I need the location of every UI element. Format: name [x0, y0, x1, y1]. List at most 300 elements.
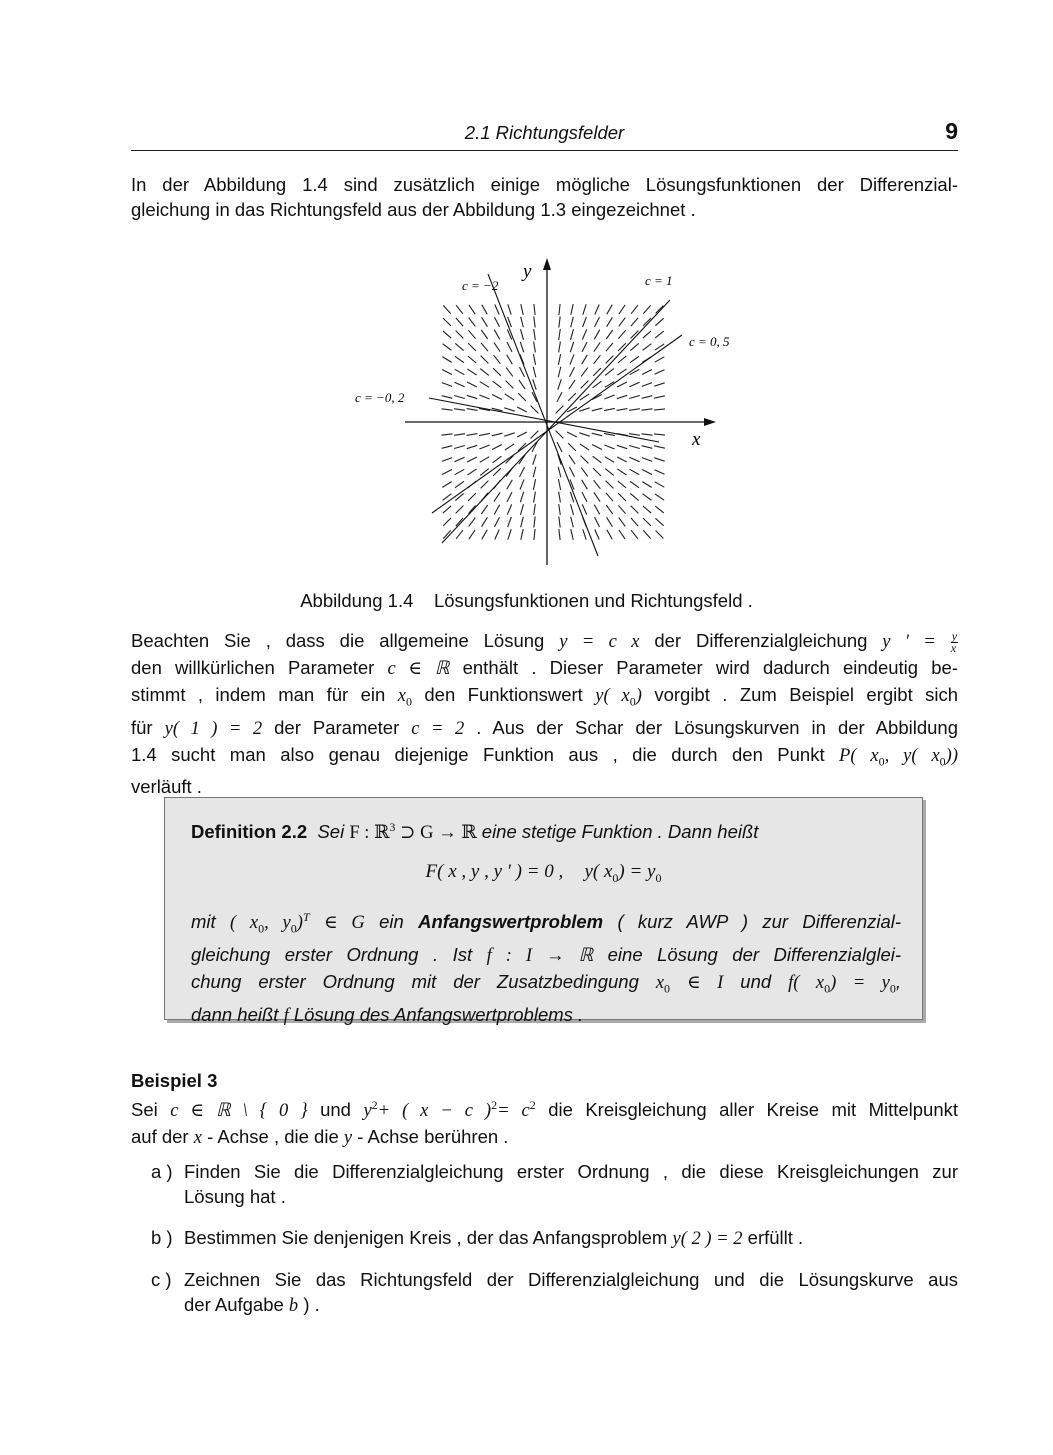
slope-mark	[442, 470, 452, 475]
slope-mark	[520, 492, 523, 502]
slope-mark	[567, 432, 577, 437]
definition-body	[191, 905, 901, 1029]
slope-mark	[557, 442, 562, 452]
slope-mark	[629, 409, 640, 411]
slope-mark	[656, 306, 664, 314]
slope-mark	[480, 369, 489, 376]
slope-mark	[629, 457, 639, 461]
slope-mark	[607, 530, 612, 540]
slope-mark	[533, 467, 536, 478]
slope-mark	[442, 458, 452, 462]
slope-mark	[604, 408, 615, 410]
slope-mark	[507, 342, 512, 352]
slope-mark	[480, 469, 489, 476]
slope-mark	[617, 469, 626, 475]
slope-mark	[504, 433, 514, 436]
slope-mark	[643, 518, 651, 526]
slope-mark	[595, 317, 600, 327]
slope-mark	[582, 342, 587, 352]
slope-mark	[607, 517, 613, 526]
para2-line-4: für y( 1 ) = 2 der Parameter c = 2 . Aus der Schar der Lösungskurven in der Abbildung	[131, 716, 958, 739]
definition-equation: F( x , y , y ′ ) = 0 , y( $x_0) = y_0$	[425, 861, 662, 885]
slope-mark	[469, 318, 476, 327]
slope-mark	[443, 506, 451, 513]
slope-mark	[569, 380, 575, 389]
slope-mark	[643, 530, 650, 538]
slope-mark	[606, 343, 613, 351]
task-label-c: c )	[151, 1269, 172, 1290]
task-a-line-2: Lösung hat .	[184, 1186, 286, 1207]
slope-mark	[558, 354, 560, 365]
slope-mark	[642, 383, 652, 387]
slope-mark	[619, 305, 625, 314]
slope-mark	[506, 368, 513, 377]
slope-mark	[442, 396, 453, 399]
slope-mark	[505, 444, 514, 450]
slope-mark	[582, 480, 588, 489]
slope-mark	[654, 383, 664, 386]
slope-mark	[631, 318, 638, 326]
slope-mark	[618, 343, 626, 351]
slope-mark	[582, 329, 586, 339]
slope-mark	[592, 433, 603, 436]
slope-mark	[643, 506, 651, 513]
slope-mark	[571, 504, 574, 515]
slope-mark	[559, 317, 560, 328]
slope-mark	[494, 330, 499, 340]
y-axis-label: y	[523, 261, 532, 282]
slope-mark	[655, 482, 665, 487]
solution-curve-c-minus-0-2	[429, 398, 659, 442]
slope-mark	[642, 446, 653, 449]
slope-mark	[630, 481, 639, 487]
slope-mark	[618, 505, 625, 513]
slope-mark	[505, 394, 514, 400]
slope-mark	[571, 529, 573, 540]
slope-mark	[630, 469, 640, 474]
slope-mark	[508, 304, 511, 314]
slope-mark	[456, 530, 463, 539]
slope-mark	[456, 318, 463, 326]
slope-mark	[642, 434, 653, 435]
slope-mark	[631, 305, 638, 314]
slope-mark	[592, 445, 602, 450]
slope-mark	[467, 369, 476, 375]
slope-mark	[581, 368, 588, 377]
slope-mark	[469, 518, 476, 527]
slope-mark	[454, 457, 464, 461]
slope-mark	[655, 506, 664, 513]
slope-mark	[655, 370, 665, 374]
label-c-0-5: c = 0, 5	[689, 334, 730, 349]
slope-mark	[534, 504, 536, 515]
slope-mark	[556, 431, 564, 439]
slope-mark	[531, 406, 539, 414]
slope-mark	[467, 457, 477, 462]
slope-mark	[619, 518, 626, 527]
slope-mark	[654, 396, 665, 398]
slope-mark	[655, 470, 665, 474]
slope-mark	[521, 517, 524, 528]
fraction-y-over-x: $\frac{y}{x}$	[950, 628, 958, 655]
slope-mark	[617, 382, 627, 387]
running-header	[131, 118, 958, 151]
slope-mark	[454, 434, 465, 436]
caption-text: Lösungsfunktionen und Richtungsfeld .	[433, 590, 753, 611]
task-a-line-1: Finden Sie die Differenzialgleichung erster Ordnung , die diese Kreisgleichungen zur	[184, 1161, 958, 1182]
solution-curves	[429, 274, 682, 556]
slope-mark	[468, 330, 475, 338]
slope-mark	[579, 433, 589, 436]
slope-mark	[605, 369, 614, 376]
slope-mark	[467, 469, 476, 475]
slope-mark	[467, 445, 477, 448]
slope-mark	[558, 367, 561, 378]
slope-mark	[518, 393, 526, 401]
slope-mark	[559, 529, 560, 540]
slope-mark	[455, 343, 463, 350]
example-title: Beispiel 3	[131, 1070, 218, 1091]
slope-mark	[583, 529, 586, 539]
slope-mark	[480, 457, 489, 463]
definition-line-1: Definition 2.2 Sei F : ℝ$^3$ ⊃ G → ℝ eine stetige Funktion . Dann heißt	[191, 820, 759, 844]
slope-mark	[534, 329, 536, 340]
slope-mark	[534, 342, 536, 353]
section-title: 2.1 Richtungsfelder	[464, 122, 625, 143]
slope-mark	[655, 331, 664, 338]
slope-mark	[583, 304, 586, 314]
para2-line-3: stimmt , indem man für ein $x_0$ den Funktionswert y( $x_0$) vorgibt . Zum Beispiel ergibt sich	[131, 684, 959, 709]
slope-mark	[454, 396, 465, 399]
slope-mark	[580, 444, 589, 450]
slope-mark	[570, 467, 575, 477]
slope-mark	[442, 357, 451, 363]
slope-mark	[507, 492, 512, 502]
slope-mark	[618, 493, 626, 501]
slope-mark	[643, 331, 651, 338]
slope-mark	[442, 409, 453, 410]
slope-mark	[655, 318, 663, 325]
slope-mark	[520, 342, 523, 352]
slope-mark	[642, 458, 652, 462]
slope-mark	[654, 458, 664, 461]
slope-mark	[569, 455, 575, 464]
intro-line-1: In der Abbildung 1.4 sind zusätzlich einige mögliche Lösungsfunktionen der Differenzial-	[131, 174, 958, 195]
slope-mark	[656, 531, 664, 539]
slope-mark	[456, 331, 464, 339]
slope-mark	[594, 330, 599, 340]
slope-mark	[495, 530, 499, 540]
slope-mark	[556, 406, 564, 414]
slope-mark	[594, 480, 601, 489]
slope-mark	[642, 482, 651, 488]
slope-mark	[655, 518, 663, 525]
slope-mark	[454, 446, 465, 449]
slope-mark	[559, 342, 561, 353]
slope-mark	[482, 305, 487, 315]
caption-number: Abbildung 1.4	[300, 590, 414, 611]
slope-mark	[520, 467, 525, 477]
slope-mark	[481, 343, 488, 351]
slope-mark	[492, 395, 502, 400]
slope-mark	[579, 408, 589, 411]
slope-mark	[517, 407, 527, 412]
definition-box	[164, 797, 923, 1026]
slope-mark	[654, 446, 665, 448]
slope-mark	[629, 396, 640, 399]
definition-line-2: mit ( $x_0$, $y_0)^T$ ∈ G ein Anfangswertproblem ( kurz AWP ) zur Differenzial-	[191, 910, 902, 936]
slope-mark	[533, 454, 536, 464]
slope-mark	[606, 330, 612, 339]
slope-mark	[570, 354, 574, 364]
slope-mark	[558, 379, 561, 389]
slope-mark	[455, 469, 465, 474]
slope-mark	[631, 518, 638, 526]
slope-mark	[467, 409, 478, 411]
slope-mark	[595, 517, 600, 527]
slope-mark	[468, 343, 476, 351]
slope-mark	[595, 530, 599, 540]
slope-mark	[593, 456, 602, 463]
term-anfangswertproblem: Anfangswertproblem	[418, 911, 604, 933]
task-label-a: a )	[151, 1161, 173, 1182]
slope-mark	[559, 517, 560, 528]
slope-mark	[456, 506, 464, 514]
slope-mark	[520, 479, 524, 489]
explanation-paragraph	[131, 628, 958, 799]
slope-mark	[521, 529, 523, 540]
slope-mark	[607, 317, 613, 326]
slope-mark	[508, 517, 512, 527]
slope-mark	[481, 505, 487, 514]
slope-mark	[570, 342, 573, 352]
slope-mark	[570, 367, 575, 377]
slope-mark	[558, 479, 560, 490]
slope-mark	[443, 344, 452, 351]
slope-mark	[482, 517, 488, 526]
slope-mark	[642, 370, 652, 375]
slope-mark	[455, 481, 464, 487]
para2-line-6: verläuft .	[131, 776, 202, 798]
slope-mark	[629, 382, 639, 386]
slope-mark	[617, 457, 627, 462]
slope-mark	[606, 505, 612, 514]
slope-mark	[494, 492, 500, 501]
slope-mark	[531, 431, 539, 439]
slope-mark	[592, 408, 603, 411]
slope-mark	[519, 380, 525, 389]
slope-mark	[558, 467, 561, 478]
para2-line-2: den willkürlichen Parameter c ∈ ℝ enthält . Dieser Parameter wird dadurch eindeutig be-	[131, 657, 958, 679]
slope-mark	[493, 456, 502, 463]
slope-mark	[642, 396, 653, 399]
slope-mark	[571, 517, 574, 528]
slope-mark	[617, 409, 628, 411]
example-line-2: auf der x - Achse , die die y - Achse berühren .	[131, 1126, 509, 1149]
slope-mark	[559, 492, 561, 503]
figure-caption	[0, 590, 1053, 612]
definition-title: Definition 2.2	[191, 821, 308, 843]
slope-mark	[469, 305, 475, 314]
slope-mark	[606, 493, 613, 501]
example-line-1: Sei c ∈ ℝ \ { 0 } und $y^2+$ ( x − c )$^2= c^2$ die Kreisgleichung aller Kreise mit Mittelpunkt	[131, 1098, 959, 1122]
example-block	[131, 1068, 958, 1151]
slope-mark	[619, 318, 626, 327]
slope-mark	[642, 470, 652, 475]
direction-field-svg	[350, 255, 750, 570]
slope-mark	[581, 468, 588, 477]
slope-mark	[629, 446, 640, 449]
slope-mark	[493, 368, 501, 376]
slope-mark	[508, 529, 511, 539]
slope-mark	[468, 505, 475, 513]
slope-mark	[495, 317, 500, 327]
slope-mark	[454, 382, 464, 386]
task-b-line-1: Bestimmen Sie denjenigen Kreis , der das Anfangsproblem y( 2 ) = 2 erfüllt .	[184, 1227, 804, 1249]
slope-mark	[534, 304, 535, 315]
slope-mark	[630, 493, 638, 500]
slope-mark	[630, 369, 640, 374]
slope-mark	[504, 408, 514, 411]
label-c-minus-2: c = −2	[462, 278, 499, 293]
slope-mark	[492, 445, 502, 450]
slope-mark	[534, 317, 535, 328]
slope-mark	[521, 329, 524, 340]
slope-mark	[533, 354, 535, 365]
slope-mark	[593, 468, 601, 476]
slope-mark	[520, 367, 525, 377]
slope-mark	[533, 367, 536, 378]
slope-mark	[618, 481, 626, 488]
slope-mark	[481, 356, 489, 364]
slope-mark	[582, 492, 587, 502]
page-number: 9	[945, 118, 958, 144]
slope-mark	[630, 343, 638, 350]
slope-mark	[481, 481, 489, 489]
slope-mark	[494, 355, 501, 364]
slope-mark	[607, 305, 612, 315]
slope-mark	[571, 329, 574, 340]
slope-mark	[655, 357, 665, 362]
para2-line-5: 1.4 sucht man also genau diejenige Funktion aus , die durch den Punkt P( $x_0$, y( $x_0$))	[131, 743, 958, 769]
slope-mark	[442, 370, 452, 375]
slope-mark	[467, 382, 477, 387]
slope-mark	[455, 493, 463, 500]
slope-mark	[507, 504, 511, 514]
slope-mark	[521, 304, 523, 315]
slope-mark	[618, 330, 625, 338]
slope-mark	[469, 530, 475, 539]
slope-mark	[521, 317, 524, 328]
direction-field-figure	[350, 255, 750, 570]
slope-mark	[442, 482, 451, 488]
slope-mark	[557, 392, 562, 402]
slope-mark	[594, 505, 599, 515]
slope-mark	[581, 381, 589, 389]
slope-mark	[629, 434, 640, 436]
y-axis-arrow	[543, 258, 551, 270]
slope-mark	[654, 409, 665, 410]
slope-mark	[533, 479, 535, 490]
slope-mark	[479, 395, 489, 399]
slope-mark	[480, 382, 489, 388]
label-c-minus-0-2: c = −0, 2	[355, 390, 405, 405]
slope-mark	[442, 383, 452, 387]
slope-mark	[594, 492, 600, 501]
slope-mark	[479, 445, 489, 449]
slope-mark	[495, 517, 500, 527]
slope-mark	[631, 530, 638, 539]
slope-mark	[604, 445, 614, 449]
task-label-b: b )	[151, 1227, 173, 1248]
slope-mark	[443, 494, 452, 501]
slope-mark	[582, 355, 588, 364]
slope-mark	[617, 395, 627, 398]
task-c-line-1: Zeichnen Sie das Richtungsfeld der Differenzialgleichung und die Lösungskurve aus	[184, 1269, 958, 1290]
solution-curve-c-minus-2	[488, 274, 598, 556]
slope-mark	[534, 517, 535, 528]
slope-mark	[455, 356, 464, 362]
slope-mark	[479, 433, 490, 435]
slope-mark	[517, 432, 527, 437]
slope-mark	[593, 381, 602, 388]
x-axis-label: x	[692, 429, 701, 450]
label-c-1: c = 1	[645, 273, 673, 288]
slope-mark	[520, 354, 524, 364]
slope-mark	[617, 445, 627, 448]
para2-line-1: Beachten Sie , dass die allgemeine Lösung y = c x der Differenzialgleichung y ′ = $\frac{y}{x}$	[131, 628, 958, 655]
slope-mark	[618, 356, 626, 363]
slope-mark	[482, 530, 487, 540]
slope-mark	[583, 317, 587, 327]
slope-mark	[494, 505, 499, 515]
slope-mark	[467, 395, 477, 398]
slope-mark	[443, 305, 450, 313]
x-axis-arrow	[704, 418, 716, 426]
slope-mark	[533, 379, 536, 389]
slope-mark	[493, 381, 502, 388]
slope-mark	[655, 494, 664, 500]
slope-mark	[454, 409, 465, 411]
slope-mark	[582, 504, 586, 514]
slope-mark	[467, 434, 478, 436]
slope-mark	[456, 305, 463, 314]
slope-mark	[482, 317, 488, 326]
slope-mark	[534, 492, 536, 503]
slope-mark	[571, 304, 573, 315]
task-c-line-2: der Aufgabe b ) .	[184, 1294, 320, 1316]
slope-mark	[559, 304, 560, 315]
slope-mark	[521, 504, 524, 515]
intro-line-2: gleichung in das Richtungsfeld aus der Abbildung 1.3 eingezeichnet .	[131, 199, 696, 220]
slope-mark	[604, 395, 614, 399]
slope-mark	[568, 393, 576, 401]
slope-mark	[507, 480, 513, 489]
slope-mark	[481, 330, 487, 339]
slope-mark	[617, 369, 626, 375]
definition-line-3: gleichung erster Ordnung . Ist f : I → ℝ eine Lösung der Differenzialglei-	[191, 943, 902, 966]
solution-curve-c-0-5	[432, 335, 682, 513]
slope-mark	[468, 493, 476, 501]
slope-mark	[642, 409, 653, 410]
slope-mark	[594, 355, 601, 364]
slope-mark	[468, 356, 476, 363]
slope-mark	[507, 355, 513, 364]
slope-mark	[595, 305, 599, 315]
slope-mark	[643, 305, 650, 313]
slope-mark	[605, 469, 614, 476]
slope-mark	[630, 356, 639, 362]
